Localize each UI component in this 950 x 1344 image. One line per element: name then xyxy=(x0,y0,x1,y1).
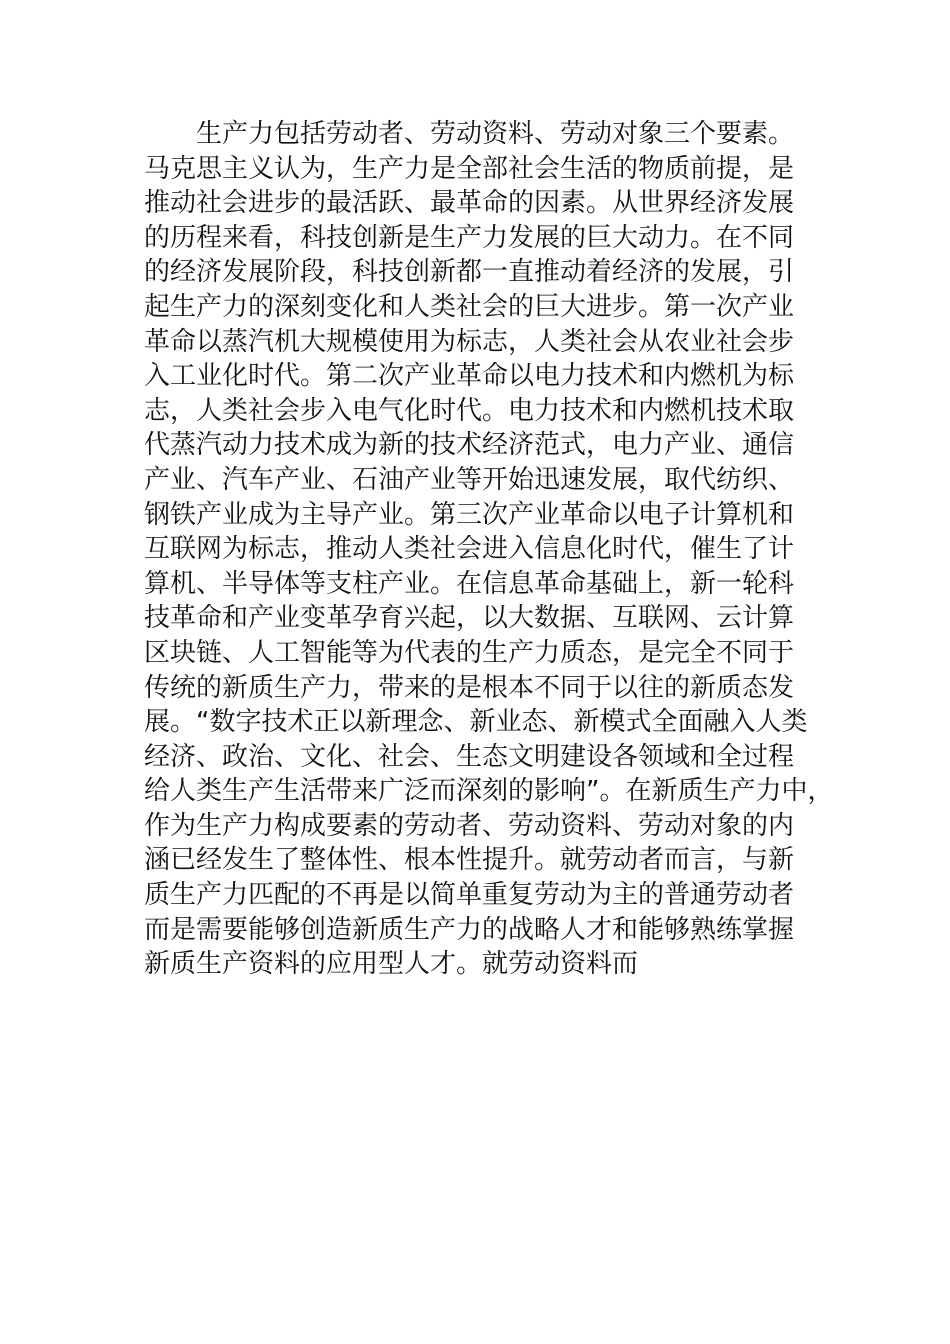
paragraph-line: 新质生产资料的应用型人才。就劳动资料而 xyxy=(144,949,639,980)
paragraph-line: 产业、汽车产业、石油产业等开始迅速发展，取代纺织、 xyxy=(144,464,795,495)
paragraph-line: 推动社会进步的最活跃、最革命的因素。从世界经济发展 xyxy=(144,188,795,219)
paragraph-line: 展。“数字技术正以新理念、新业态、新模式全面融入人类 xyxy=(144,707,808,738)
paragraph-line: 技革命和产业变革孕育兴起，以大数据、互联网、云计算 xyxy=(144,603,795,634)
paragraph-line: 革命以蒸汽机大规模使用为标志，人类社会从农业社会步 xyxy=(144,326,795,357)
paragraph-line: 区块链、人工智能等为代表的生产力质态，是完全不同于 xyxy=(144,637,795,668)
paragraph-line: 志，人类社会步入电气化时代。电力技术和内燃机技术取 xyxy=(144,395,795,426)
paragraph-line: 的经济发展阶段，科技创新都一直推动着经济的发展，引 xyxy=(144,257,795,288)
paragraph-line: 互联网为标志，推动人类社会进入信息化时代，催生了计 xyxy=(144,534,795,565)
paragraph-line: 的历程来看，科技创新是生产力发展的巨大动力。在不同 xyxy=(144,222,795,253)
paragraph-line: 质生产力匹配的不再是以简单重复劳动为主的普通劳动者 xyxy=(144,880,795,911)
paragraph-line: 入工业化时代。第二次产业革命以电力技术和内燃机为标 xyxy=(144,361,795,392)
paragraph-line: 钢铁产业成为主导产业。第三次产业革命以电子计算机和 xyxy=(144,499,795,530)
paragraph-line: 给人类生产生活带来广泛而深刻的影响”。在新质生产力中， xyxy=(144,776,834,807)
paragraph-line: 经济、政治、文化、社会、生态文明建设各领域和全过程 xyxy=(144,741,795,772)
paragraph-line: 作为生产力构成要素的劳动者、劳动资料、劳动对象的内 xyxy=(144,810,795,841)
paragraph-line: 算机、半导体等支柱产业。在信息革命基础上，新一轮科 xyxy=(144,568,795,599)
body-paragraph xyxy=(144,117,834,982)
paragraph-line: 起生产力的深刻变化和人类社会的巨大进步。第一次产业 xyxy=(144,291,795,322)
paragraph-line: 而是需要能够创造新质生产力的战略人才和能够熟练掌握 xyxy=(144,914,795,945)
paragraph-line: 涵已经发生了整体性、根本性提升。就劳动者而言，与新 xyxy=(144,845,795,876)
paragraph-line: 传统的新质生产力，带来的是根本不同于以往的新质态发 xyxy=(144,672,795,703)
paragraph-line: 代蒸汽动力技术成为新的技术经济范式，电力产业、通信 xyxy=(144,430,795,461)
paragraph-line: 马克思主义认为，生产力是全部社会生活的物质前提，是 xyxy=(144,153,795,184)
paragraph-line: 生产力包括劳动者、劳动资料、劳动对象三个要素。 xyxy=(196,119,795,149)
